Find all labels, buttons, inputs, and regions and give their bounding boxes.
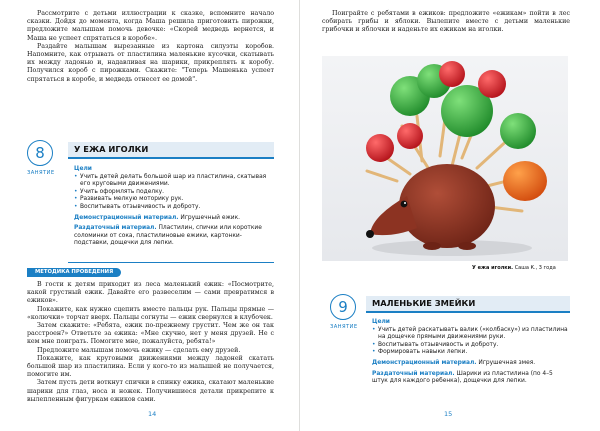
method-paragraph: Покажите, как круговыми движениями между ладоней скатать большой шар из пластилина. Если у кого-то из малышей не получается, помогите им. bbox=[27, 354, 274, 379]
handout-text: Пластилин, спички или короткие соломинки от сока, пластилиновые ежики, картонки-подставки, дощечки для лепки. bbox=[74, 225, 262, 247]
lesson-number: 8 bbox=[35, 144, 45, 162]
method-paragraph: Покажите, как нужно сцепить вместе пальцы рук. Пальцы прямые — «колючки» торчат вверх. Пальцы согнуты — ежик свернулся в клубочек. bbox=[27, 305, 274, 321]
title-underline bbox=[366, 311, 570, 313]
right-page bbox=[300, 0, 600, 431]
photo-caption bbox=[472, 265, 556, 271]
goals-list bbox=[372, 327, 570, 357]
intro-paragraph: Поиграйте с ребятами в ежиков: предложите «ежикам» пойти в лес собирать грибы и яблоки. Вылепите вместе с детьми маленькие грибочки и яблочки и наденьте их ежикам на иголки. bbox=[322, 10, 570, 34]
goal-item: • Учить оформлять поделку. bbox=[74, 189, 274, 197]
demo-material bbox=[74, 215, 274, 223]
lesson-details bbox=[74, 166, 274, 248]
goal-item: • Воспитывать отзывчивость и доброту. bbox=[74, 204, 274, 212]
demo-material bbox=[372, 360, 570, 368]
goal-item: • Воспитывать отзывчивость и доброту. bbox=[372, 342, 570, 350]
method-paragraph: В гости к детям приходит из леса маленький ежик: «Посмотрите, какой грустный ежик. Давайте его развеселим — сами превратимся в ежиков». bbox=[27, 281, 274, 305]
demo-text: Игрушечная змея. bbox=[478, 359, 536, 366]
method-heading: МЕТОДИКА ПРОВЕДЕНИЯ bbox=[27, 268, 121, 277]
lesson-label: ЗАНЯТИЕ bbox=[330, 324, 358, 330]
method-paragraph: Предложите малышам помочь ежику — сделать ему друзей. bbox=[37, 346, 241, 354]
goals-label: Цели bbox=[372, 319, 390, 325]
goals-list bbox=[74, 174, 274, 212]
page-number: 15 bbox=[444, 410, 453, 418]
goals-label: Цели bbox=[74, 166, 92, 172]
page-number: 14 bbox=[148, 410, 157, 418]
lesson-number: 9 bbox=[338, 298, 348, 316]
lesson-details bbox=[372, 319, 570, 386]
lesson-title: У ЕЖА ИГОЛКИ bbox=[68, 142, 274, 157]
handout-label: Раздаточный материал. bbox=[372, 370, 455, 377]
method-paragraph: Затем пусть дети воткнут спички в спинку ежика, скатают маленькие шарики для глаз, носа и ножек. Получившиеся детали прикрепите к вылепленным фигуркам ежиков сами. bbox=[27, 379, 274, 403]
handout-material bbox=[372, 371, 570, 386]
goal-item: • Развивать мелкую моторику рук. bbox=[74, 196, 274, 204]
demo-text: Игрушечный ежик. bbox=[180, 214, 241, 221]
caption-author: Саша К., 3 года bbox=[514, 265, 556, 271]
intro-paragraph: Раздайте малышам вырезанные из картона силуэты коробов. Напомните, как отрывать от пластилина маленькие кусочки, скатывать их между ладонью и, надавливая на шарики, прикреплять к коробу. Получился короб с пирожками. Скажите: "Теперь Машенька успеет спрятаться в коробе, и медведь отнесет ее домой". bbox=[27, 42, 274, 83]
goal-item: • Формировать навыки лепки. bbox=[372, 349, 570, 357]
lesson-label: ЗАНЯТИЕ bbox=[27, 170, 55, 176]
goal-item: • Учить детей делать большой шар из пластилина, скатывая его круговыми движениями. bbox=[74, 174, 274, 189]
lesson-number-badge bbox=[27, 140, 53, 166]
demo-label: Демонстрационный материал. bbox=[372, 359, 477, 366]
caption-title: У ежа иголки. bbox=[472, 265, 514, 271]
hedgehog-illustration bbox=[322, 56, 568, 261]
handout-label: Раздаточный материал. bbox=[74, 225, 157, 232]
title-underline bbox=[68, 157, 274, 159]
right-intro-text bbox=[322, 10, 570, 35]
hedgehog-photo bbox=[322, 56, 568, 261]
demo-label: Демонстрационный материал. bbox=[74, 214, 179, 221]
goal-item: • Учить детей раскатывать валик («колбаску») из пластилина на дощечке прямыми движениями руки. bbox=[372, 327, 570, 342]
handout-text: Шарики из пластилина (по 4–5 штук для каждого ребенка), дощечки для лепки. bbox=[372, 370, 553, 385]
method-paragraph: Затем скажите: «Ребята, ежик по-прежнему грустит. Чем же он так расстроен?» Ответьте за ежика: «Мне скучно, нет у меня друзей. Не с кем мне поиграть. Помогите мне, пожалуйста, ребята!» bbox=[27, 322, 274, 346]
lesson-title: МАЛЕНЬКИЕ ЗМЕЙКИ bbox=[366, 296, 570, 311]
method-text bbox=[27, 281, 274, 404]
intro-text bbox=[27, 10, 274, 84]
handout-material bbox=[74, 225, 274, 248]
section-divider bbox=[68, 262, 274, 263]
lesson-number-badge bbox=[330, 294, 356, 320]
intro-paragraph: Рассмотрите с детьми иллюстрации к сказке, вспомните начало сказки. Дойдя до момента, когда Маша решила приготовить пирожки, предложите малышам помочь девочке: «Скорей медведь вернется, и Маша не успеет спрятаться в коробе». bbox=[27, 10, 274, 42]
